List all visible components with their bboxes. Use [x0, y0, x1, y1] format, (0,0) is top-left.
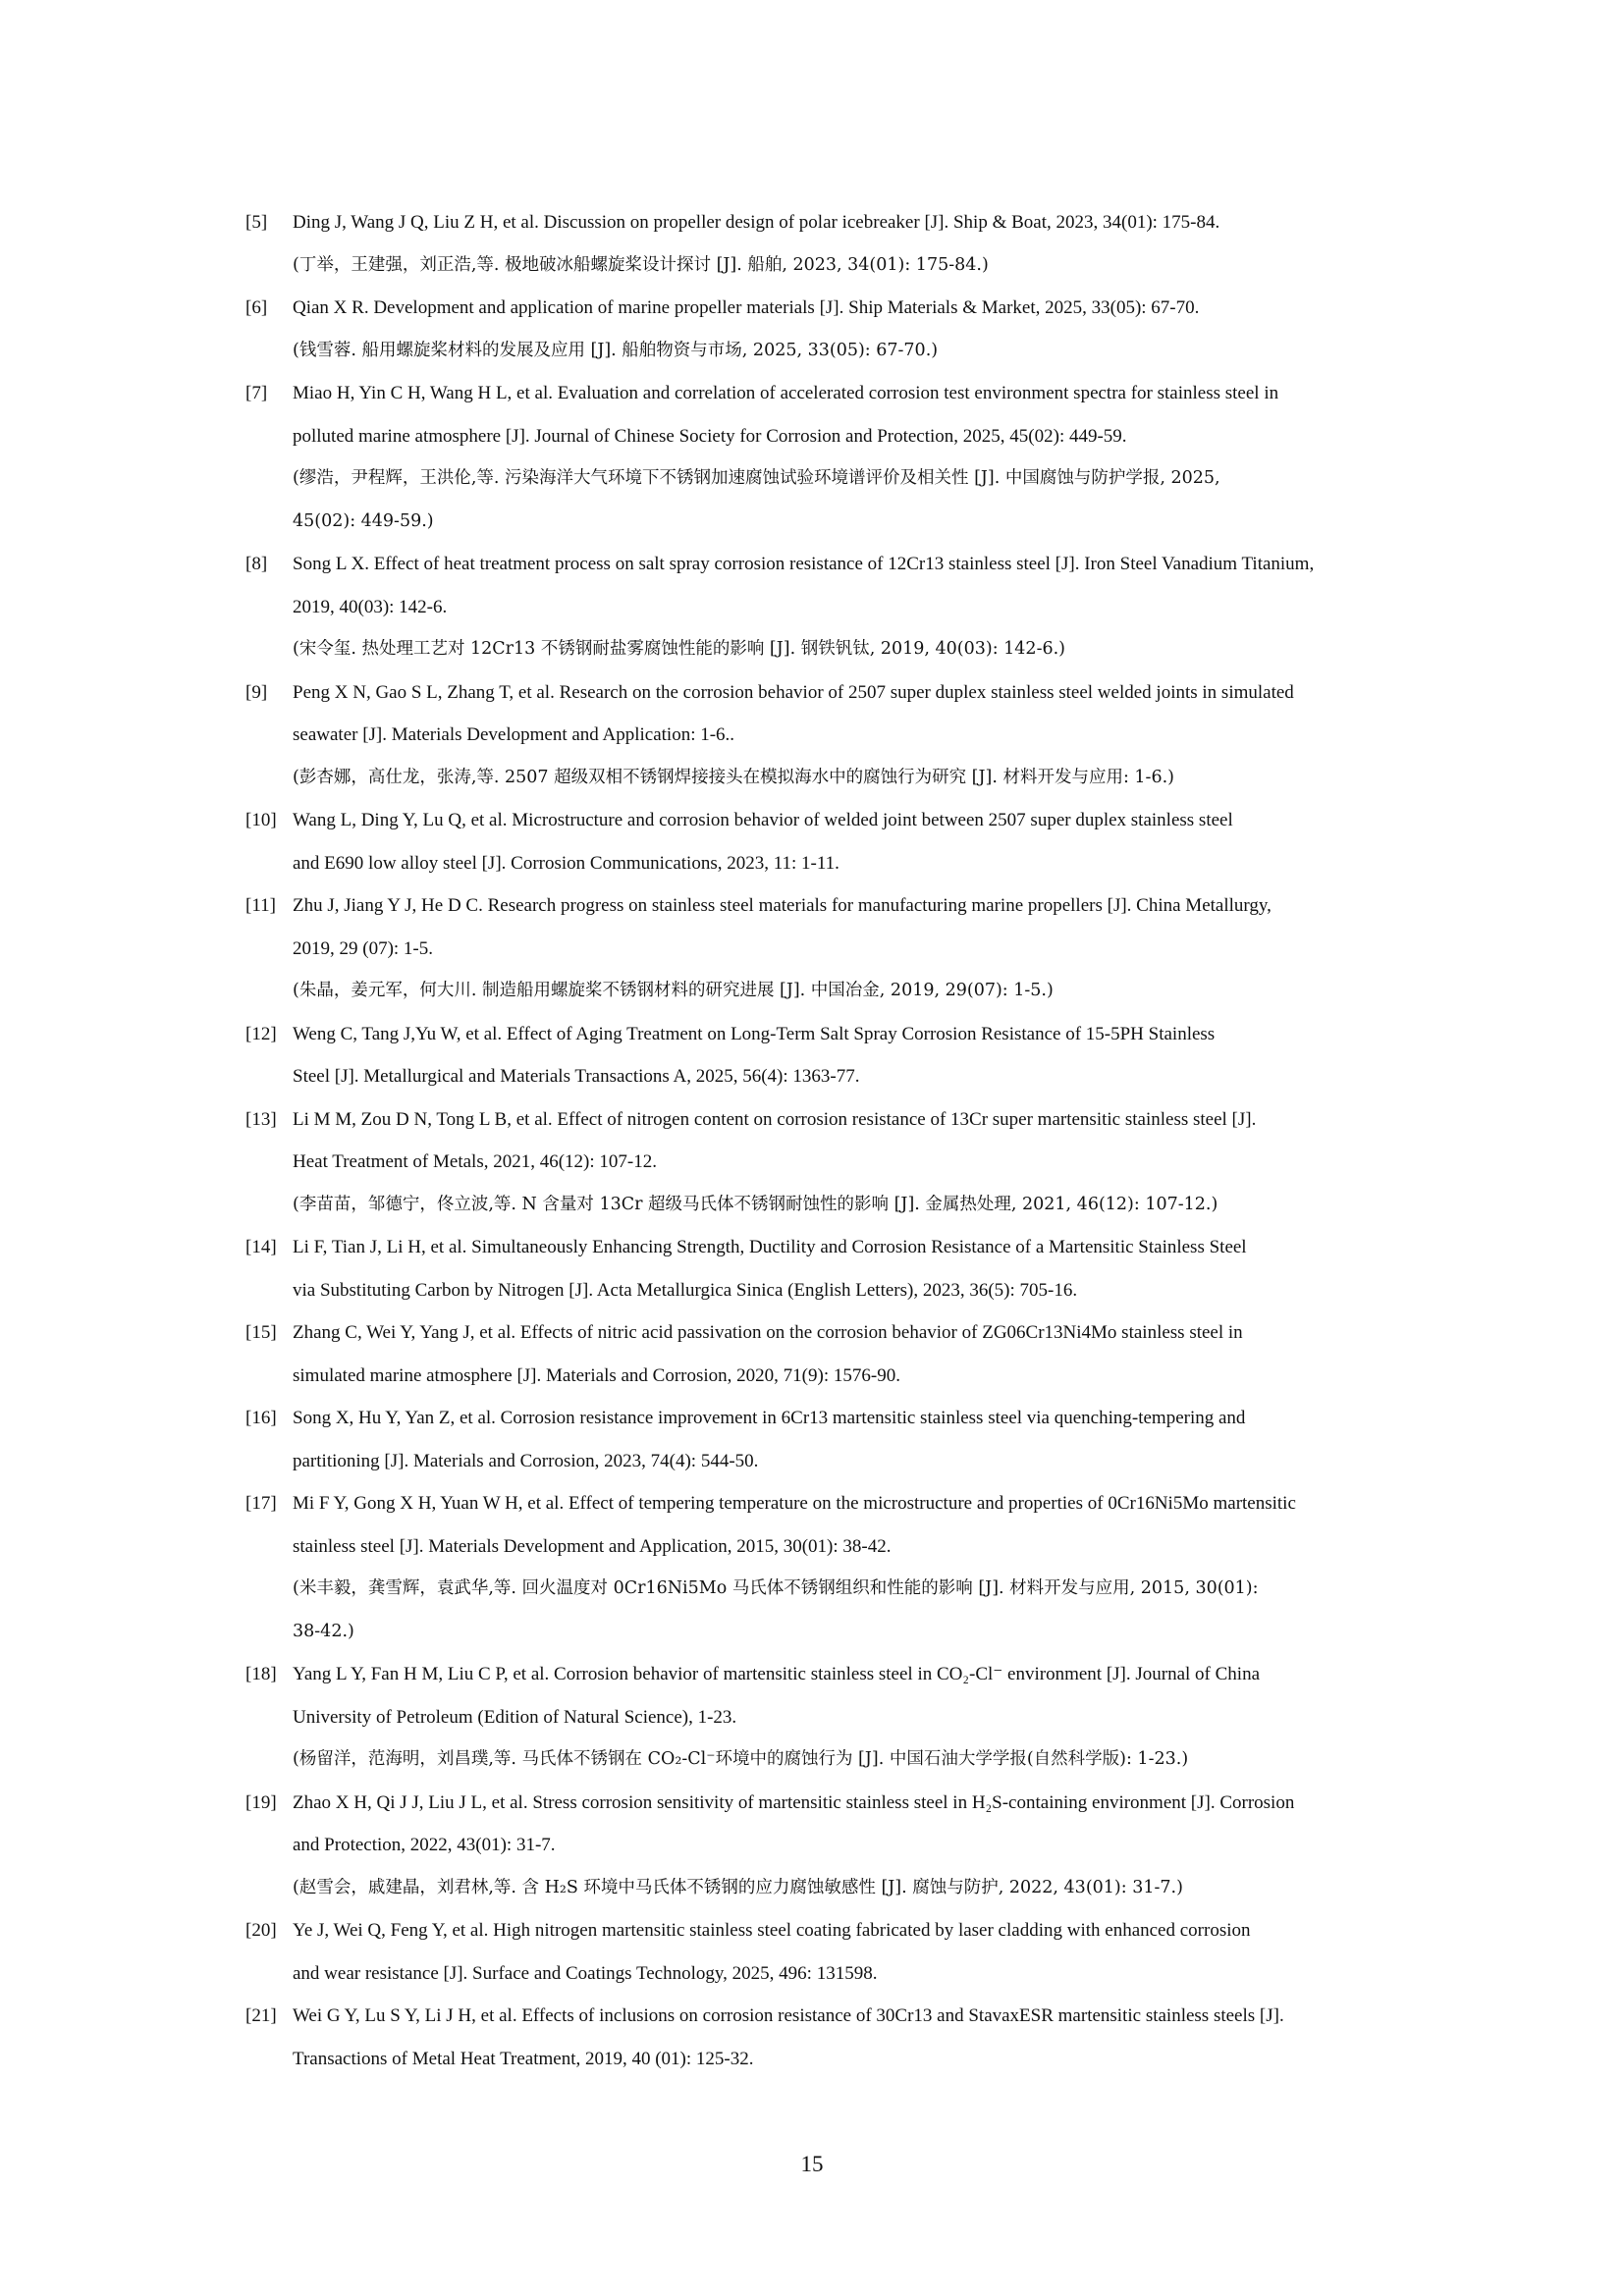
- reference-number: [13]: [245, 1108, 277, 1130]
- reference-line: Song L X. Effect of heat treatment process on salt spray corrosion resistance of 12Cr13 stainless steel [J]. Iron Steel Vanadium Titanium,: [293, 554, 1315, 574]
- reference-item: [245, 1098, 1404, 1227]
- reference-item: [245, 201, 1404, 287]
- reference-number: [5]: [245, 212, 268, 233]
- reference-item: [245, 1482, 1404, 1653]
- reference-number: [6]: [245, 297, 268, 318]
- reference-line: Zhang C, Wei Y, Yang J, et al. Effects of nitric acid passivation on the corrosion behavior of ZG06Cr13Ni4Mo stainless steel in: [293, 1322, 1243, 1343]
- reference-line: Wang L, Ding Y, Lu Q, et al. Microstructure and corrosion behavior of welded joint between 2507 super duplex stainless steel: [293, 810, 1233, 830]
- reference-item: [245, 1995, 1404, 2080]
- reference-line: 2019, 40(03): 142-6.: [293, 596, 448, 617]
- reference-item: [245, 1397, 1404, 1482]
- reference-line-chinese: (宋令玺. 热处理工艺对 12Cr13 不锈钢耐盐雾腐蚀性能的影响 [J]. 钢铁钒钛, 2019, 40(03): 142-6.): [293, 639, 1066, 659]
- reference-number: [14]: [245, 1237, 277, 1257]
- reference-line-chinese: (朱晶，姜元军，何大川. 制造船用螺旋桨不锈钢材料的研究进展 [J]. 中国冶金, 2019, 29(07): 1-5.): [293, 981, 1054, 1000]
- reference-item: [245, 372, 1404, 543]
- reference-line-chinese: (丁举，王建强，刘正浩,等. 极地破冰船螺旋桨设计探讨 [J]. 船舶, 2023, 34(01): 175-84.): [293, 254, 989, 275]
- reference-line: Yang L Y, Fan H M, Liu C P, et al. Corrosion behavior of martensitic stainless steel in CO₂-Cl⁻ environment [J]. Journal of China: [293, 1664, 1261, 1684]
- reference-line: polluted marine atmosphere [J]. Journal of Chinese Society for Corrosion and Protection, 2025, 45(02): 449-59.: [293, 425, 1127, 447]
- reference-number: [21]: [245, 2005, 277, 2026]
- reference-item: [245, 1909, 1404, 1995]
- reference-number: [15]: [245, 1322, 277, 1343]
- reference-line: Song X, Hu Y, Yan Z, et al. Corrosion resistance improvement in 6Cr13 martensitic stainless steel via quenching-tempering and: [293, 1408, 1246, 1428]
- reference-item: [245, 543, 1404, 671]
- reference-line: Zhao X H, Qi J J, Liu J L, et al. Stress corrosion sensitivity of martensitic stainless steel in H₂S-containing environment [J]. Corrosion: [293, 1791, 1295, 1813]
- reference-line: Mi F Y, Gong X H, Yuan W H, et al. Effect of tempering temperature on the microstructure and properties of 0Cr16Ni5Mo martensitic: [293, 1493, 1296, 1514]
- reference-line: seawater [J]. Materials Development and Application: 1-6..: [293, 724, 735, 745]
- reference-line: simulated marine atmosphere [J]. Materials and Corrosion, 2020, 71(9): 1576-90.: [293, 1364, 900, 1386]
- reference-number: [16]: [245, 1408, 277, 1428]
- reference-item: [245, 1226, 1404, 1311]
- reference-item: [245, 1013, 1404, 1098]
- reference-line-chinese: (彭杏娜，高仕龙，张涛,等. 2507 超级双相不锈钢焊接接头在模拟海水中的腐蚀行为研究 [J]. 材料开发与应用: 1-6.): [293, 767, 1174, 787]
- reference-number: [9]: [245, 681, 268, 703]
- reference-item: [245, 287, 1404, 372]
- reference-line: Qian X R. Development and application of marine propeller materials [J]. Ship Materials & Market, 2025, 33(05): 67-70.: [293, 297, 1200, 318]
- reference-line-chinese: (杨留洋，范海明，刘昌璞,等. 马氏体不锈钢在 CO₂-Cl⁻环境中的腐蚀行为 [J]. 中国石油大学学报(自然科学版): 1-23.): [293, 1749, 1189, 1769]
- reference-line: Heat Treatment of Metals, 2021, 46(12): 107-12.: [293, 1151, 657, 1172]
- reference-list: [245, 201, 1404, 2080]
- reference-line: stainless steel [J]. Materials Development and Application, 2015, 30(01): 38-42.: [293, 1535, 892, 1557]
- reference-line: and Protection, 2022, 43(01): 31-7.: [293, 1835, 556, 1855]
- reference-number: [18]: [245, 1664, 277, 1684]
- reference-line-chinese: 45(02): 449-59.): [293, 510, 434, 531]
- reference-number: [17]: [245, 1493, 277, 1514]
- reference-item: [245, 671, 1404, 800]
- reference-number: [19]: [245, 1791, 277, 1813]
- reference-line-chinese: (李苗苗，邹德宁，佟立波,等. N 含量对 13Cr 超级马氏体不锈钢耐蚀性的影响 [J]. 金属热处理, 2021, 46(12): 107-12.): [293, 1194, 1218, 1214]
- reference-line: via Substituting Carbon by Nitrogen [J]. Acta Metallurgica Sinica (English Letters), 2023, 36(5): 705-16.: [293, 1279, 1078, 1301]
- reference-line: Weng C, Tang J,Yu W, et al. Effect of Aging Treatment on Long-Term Salt Spray Corrosion Resistance of 15-5PH Stainless: [293, 1023, 1216, 1044]
- reference-item: [245, 1782, 1404, 1910]
- reference-line: Transactions of Metal Heat Treatment, 2019, 40 (01): 125-32.: [293, 2048, 754, 2069]
- reference-line-chinese: (钱雪蓉. 船用螺旋桨材料的发展及应用 [J]. 船舶物资与市场, 2025, 33(05): 67-70.): [293, 340, 939, 360]
- reference-line: Ding J, Wang J Q, Liu Z H, et al. Discussion on propeller design of polar icebreaker [J]. Ship & Boat, 2023, 34(01): 175-84.: [293, 212, 1220, 233]
- reference-line-chinese: (米丰毅，龚雪辉，袁武华,等. 回火温度对 0Cr16Ni5Mo 马氏体不锈钢组织和性能的影响 [J]. 材料开发与应用, 2015, 30(01):: [293, 1578, 1259, 1598]
- reference-line: Zhu J, Jiang Y J, He D C. Research progress on stainless steel materials for manufacturing marine propellers [J]. China Metallurgy,: [293, 895, 1272, 916]
- reference-line: and E690 low alloy steel [J]. Corrosion Communications, 2023, 11: 1-11.: [293, 852, 839, 874]
- reference-number: [8]: [245, 554, 268, 574]
- reference-item: [245, 1653, 1404, 1782]
- reference-line: partitioning [J]. Materials and Corrosion, 2023, 74(4): 544-50.: [293, 1450, 759, 1471]
- reference-item: [245, 799, 1404, 884]
- reference-line-chinese: 38-42.): [293, 1621, 354, 1641]
- reference-item: [245, 1311, 1404, 1397]
- reference-item: [245, 884, 1404, 1013]
- reference-line: Wei G Y, Lu S Y, Li J H, et al. Effects of inclusions on corrosion resistance of 30Cr13 and StavaxESR martensitic stainless steels [J].: [293, 2005, 1284, 2026]
- reference-number: [10]: [245, 810, 277, 830]
- reference-number: [12]: [245, 1023, 277, 1044]
- reference-line: Peng X N, Gao S L, Zhang T, et al. Research on the corrosion behavior of 2507 super duplex stainless steel welded joints in simulated: [293, 681, 1294, 703]
- reference-number: [7]: [245, 383, 268, 403]
- page-number: 15: [800, 2152, 824, 2176]
- reference-number: [20]: [245, 1920, 277, 1941]
- reference-line: Ye J, Wei Q, Feng Y, et al. High nitrogen martensitic stainless steel coating fabricated by laser cladding with enhanced corrosion: [293, 1920, 1251, 1941]
- reference-number: [11]: [245, 895, 276, 916]
- reference-line-chinese: (赵雪会，戚建晶，刘君林,等. 含 H₂S 环境中马氏体不锈钢的应力腐蚀敏感性 [J]. 腐蚀与防护, 2022, 43(01): 31-7.): [293, 1877, 1183, 1897]
- reference-line: Li M M, Zou D N, Tong L B, et al. Effect of nitrogen content on corrosion resistance of 13Cr super martensitic stainless steel [J].: [293, 1108, 1257, 1130]
- reference-line: and wear resistance [J]. Surface and Coatings Technology, 2025, 496: 131598.: [293, 1962, 878, 1984]
- reference-line: Steel [J]. Metallurgical and Materials Transactions A, 2025, 56(4): 1363-77.: [293, 1066, 860, 1087]
- reference-line: Miao H, Yin C H, Wang H L, et al. Evaluation and correlation of accelerated corrosion test environment spectra for stainless steel in: [293, 383, 1279, 403]
- reference-line-chinese: (缪浩，尹程辉，王洪伦,等. 污染海洋大气环境下不锈钢加速腐蚀试验环境谱评价及相关性 [J]. 中国腐蚀与防护学报, 2025,: [293, 468, 1220, 488]
- reference-line: Li F, Tian J, Li H, et al. Simultaneously Enhancing Strength, Ductility and Corrosion Resistance of a Martensitic Stainless Steel: [293, 1237, 1247, 1257]
- reference-line: 2019, 29 (07): 1-5.: [293, 937, 434, 959]
- reference-line: University of Petroleum (Edition of Natural Science), 1-23.: [293, 1706, 737, 1728]
